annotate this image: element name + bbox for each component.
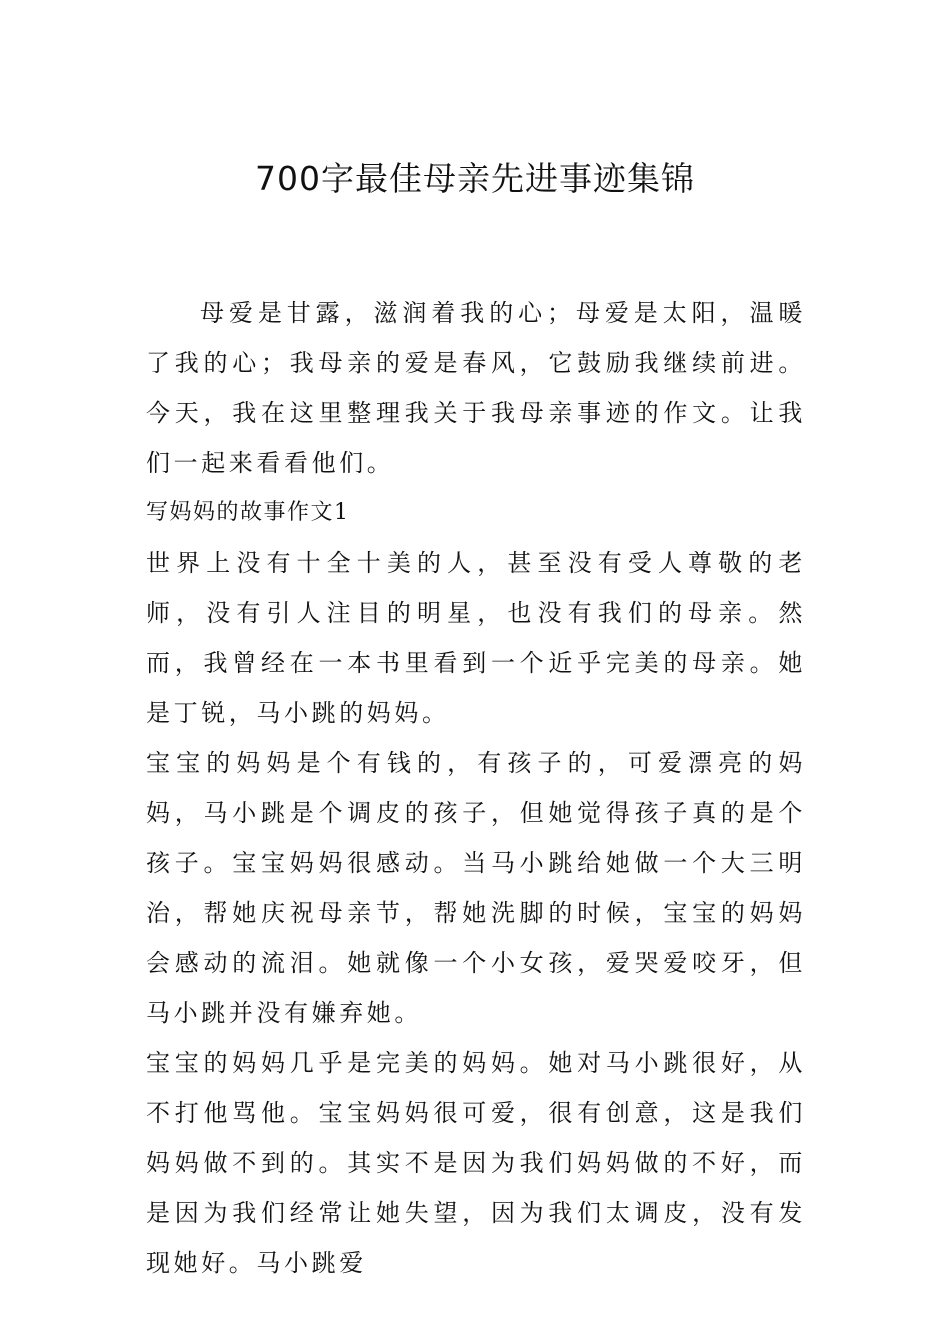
body-paragraph-1: 世界上没有十全十美的人，甚至没有受人尊敬的老师，没有引人注目的明星，也没有我们的母亲。然而，我曾经在一本书里看到一个近乎完美的母亲。她是丁锐，马小跳的妈妈。 xyxy=(146,549,806,727)
document-title: 700字最佳母亲先进事迹集锦 xyxy=(255,159,695,198)
body-paragraph-3: 宝宝的妈妈几乎是完美的妈妈。她对马小跳很好，从不打他骂他。宝宝妈妈很可爱，很有创意，这是我们妈妈做不到的。其实不是因为我们妈妈做的不好，而是因为我们经常让她失望，因为我们太调皮，没有发现她好。马小跳爱 xyxy=(146,1049,806,1277)
section-heading: 写妈妈的故事作文1 xyxy=(146,500,350,525)
body-paragraph-2: 宝宝的妈妈是个有钱的，有孩子的，可爱漂亮的妈妈，马小跳是个调皮的孩子，但她觉得孩子真的是个孩子。宝宝妈妈很感动。当马小跳给她做一个大三明治，帮她庆祝母亲节，帮她洗脚的时候，宝宝的妈妈会感动的流泪。她就像一个小女孩，爱哭爱咬牙，但马小跳并没有嫌弃她。 xyxy=(146,749,806,1027)
document-body xyxy=(146,288,806,1288)
intro-paragraph: 母爱是甘露，滋润着我的心；母爱是太阳，温暖了我的心；我母亲的爱是春风，它鼓励我继续前进。今天，我在这里整理我关于我母亲事迹的作文。让我们一起来看看他们。 xyxy=(146,299,806,477)
